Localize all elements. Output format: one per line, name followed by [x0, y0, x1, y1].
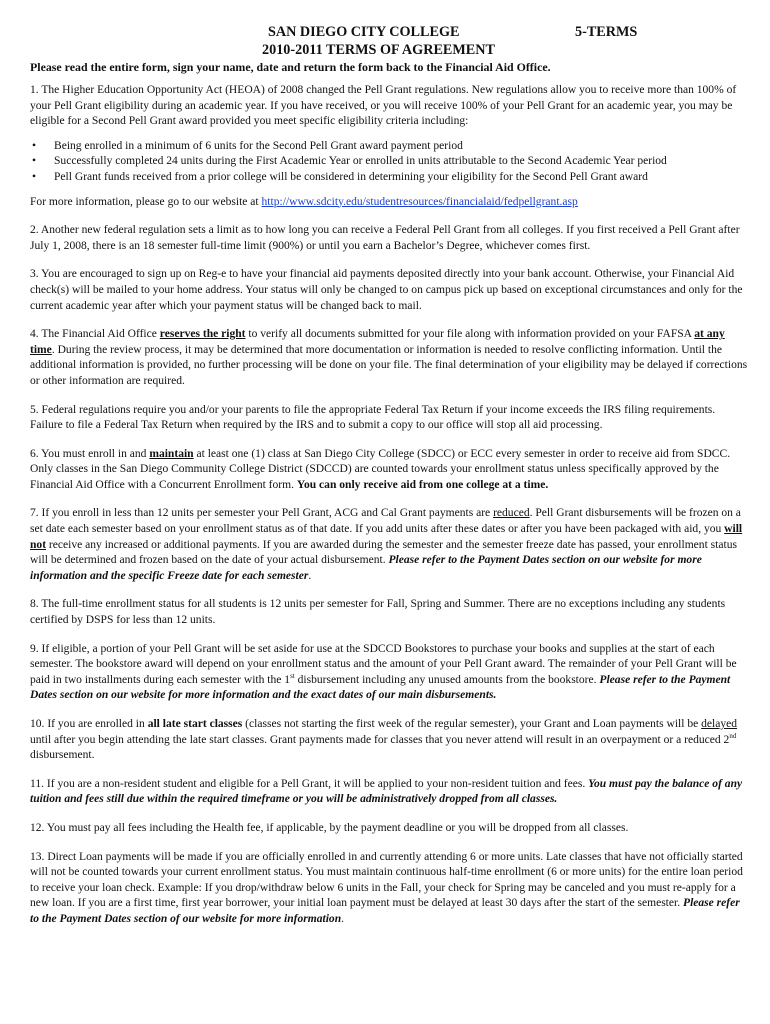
eligibility-criteria-list [30, 139, 748, 186]
paragraph-2: 2. Another new federal regulation sets a limit as to how long you can receive a Federal Pell Grant from all colleges. If you first received a Pell Grant after July 1, 2008, there is an 18 semester full-time limit (900%) or until you earn a Bachelor’s Degree, whichever comes first. [30, 224, 740, 252]
paragraph-12: 12. You must pay all fees including the Health fee, if applicable, by the payment deadline or you will be dropped from all classes. [30, 821, 629, 834]
paragraph-11: 11. If you are a non-resident student and eligible for a Pell Grant, it will be applied to your non-resident tuition and fees. You must pay the balance of any tuition and fees still due within the required timeframe or you will be administratively dropped from all classes. [30, 777, 743, 806]
pell-grant-link[interactable]: http://www.sdcity.edu/studentresources/financialaid/fedpellgrant.asp [261, 195, 578, 208]
document-header [30, 24, 748, 58]
paragraph-4: 4. The Financial Aid Office reserves the right to verify all documents submitted for your file along with information provided on your FAFSA at any time. During the review process, it may be determined that more documentation or information is needed to resolve conflicting information. Until the additional information is provided, no further processing will be done on your file. The final determination of your eligibility may be delayed if corrections or other information are required. [30, 328, 748, 387]
paragraph-10: 10. If you are enrolled in all late start classes (classes not starting the first week of the regular semester), your Grant and Loan payments will be delayed until after you begin attending the late start classes. Grant payments made for classes that you never attend will result in an overpayment or a reduced 2nd disbursement. [30, 718, 738, 762]
college-name: SAN DIEGO CITY COLLEGE [268, 24, 460, 40]
document-page [30, 24, 748, 928]
paragraph-5: 5. Federal regulations require you and/or your parents to file the appropriate Federal Tax Return if your income exceeds the IRS filing requirements. Failure to file a Federal Tax Return when required by the IRS and to submit a copy to our office will stop all aid processing. [30, 403, 716, 432]
list-item: • Successfully completed 24 units during the First Academic Year or enrolled in units attributable to the Second Academic Year period [30, 154, 748, 170]
instructions: Please read the entire form, sign your name, date and return the form back to the Financial Aid Office. [30, 60, 551, 74]
list-item: • Pell Grant funds received from a prior college will be considered in determining your eligibility for the Second Pell Grant award [30, 170, 748, 186]
document-title: 2010-2011 TERMS OF AGREEMENT [262, 42, 495, 58]
paragraph-13: 13. Direct Loan payments will be made if you are officially enrolled in and currently attending 6 or more units. Late classes that have not officially started will not be counted towards your current enrollment status. You must maintain continuous half-time enrollment (6 or more units) for the entire loan period to receive your loan check. Example: If you drop/withdraw below 6 units in the Fall, your check for Spring may be canceled and you must re-apply for a new loan. If you are a first time, first year borrower, your initial loan payment must be delayed at least 30 days after the start of the semester. Please refer to the Payment Dates section of our website for more information. [30, 850, 743, 925]
paragraph-3: 3. You are encouraged to sign up on Reg-e to have your financial aid payments deposited directly into your bank account. Otherwise, your Financial Aid check(s) will be mailed to your home address. Your status will only be changed to on campus pick up based on exceptional circumstances and only for the current academic year after which your payment status will be changed back to mail. [30, 268, 743, 312]
paragraph-1: 1. The Higher Education Opportunity Act (HEOA) of 2008 changed the Pell Grant regulations. New regulations allow you to receive more than 100% of your Pell Grant eligibility during an academic year. If you have received, or you will receive 100% of your Pell Grant for an academic year, you may be eligible for a Second Pell Grant award provided you meet specific eligibility criteria including: [30, 84, 737, 128]
list-item: • Being enrolled in a minimum of 6 units for the Second Pell Grant award payment period [30, 139, 748, 155]
more-info-line: For more information, please go to our website at http://www.sdcity.edu/studentresources/financialaid/fedpellgrant.asp [30, 195, 578, 208]
paragraph-7: 7. If you enroll in less than 12 units per semester your Pell Grant, ACG and Cal Grant payments are reduced. Pell Grant disbursements will be frozen on a set date each semester based on your enrollment status as of that date. If you add units after these dates or after you have been packaged with aid, you will not receive any increased or additional payments. If you are awarded during the semester and the semester freeze date has passed, your enrollment status will be determined and frozen based on the date of your actual disbursement. Please refer to the Payment Dates section on our website for more information and the specific Freeze date for each semester. [30, 507, 743, 582]
paragraph-6: 6. You must enroll in and maintain at least one (1) class at San Diego City College (SDCC) or ECC every semester in order to receive aid from SDCC. Only classes in the San Diego Community College District (SDCCD) are counted towards your enrollment status unless specifically approved by the Financial Aid Office with a Concurrent Enrollment form. You can only receive aid from one college at a time. [30, 447, 731, 491]
paragraph-8: 8. The full-time enrollment status for all students is 12 units per semester for Fall, Spring and Summer. There are no exceptions including any students certified by DSPS for less than 12 units. [30, 598, 726, 627]
terms-tag: 5-TERMS [575, 24, 638, 40]
paragraph-9: 9. If eligible, a portion of your Pell Grant will be set aside for use at the SDCCD Bookstores to purchase your books and supplies at the start of each semester. The bookstore award will depend on your enrollment status and the amount of your Pell Grant award. The remainder of your Pell Grant will be paid in two installments during each semester with the 1st disbursement including any unused amounts from the bookstore. Please refer to the Payment Dates section on our website for more information and the exact dates of our main disbursements. [30, 642, 737, 702]
